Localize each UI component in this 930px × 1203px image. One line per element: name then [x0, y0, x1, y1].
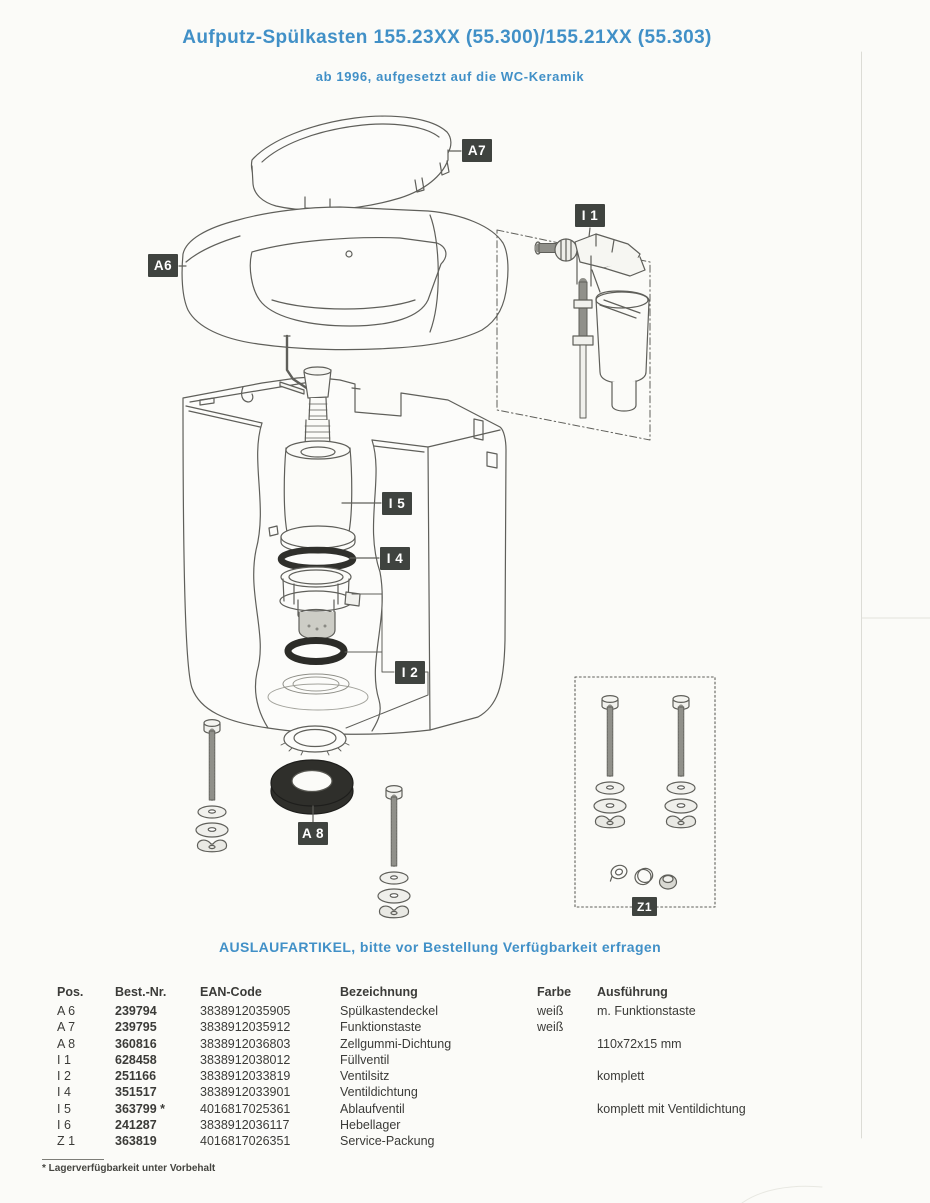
table-cell-farbe: weiß [537, 1020, 564, 1035]
page-title: Aufputz-Spülkasten 155.23XX (55.300)/155.21XX (55.303) [182, 27, 712, 48]
table-cell-farbe: weiß [537, 1004, 564, 1018]
table-cell-ean: 3838912035912 [200, 1020, 291, 1035]
table-cell-farbe [537, 1036, 597, 1052]
table-header-cell: Pos. [57, 985, 84, 999]
fill-valve-i1 [497, 228, 650, 440]
table-cell-ausfuehrung: 110x72x15 mm [597, 1036, 682, 1051]
lid-a7 [251, 116, 450, 210]
table-cell-farbe [537, 1068, 597, 1084]
footnote-rule [42, 1159, 104, 1160]
table-header-cell: Bezeichnung [340, 985, 418, 999]
table-cell-pos: A 8 [57, 1036, 76, 1051]
table-cell-bezeichnung: Zellgummi-Dichtung [340, 1036, 452, 1051]
cover-a6 [182, 207, 508, 350]
part-label-i2: I 2 [395, 661, 425, 684]
table-cell-bestnr: 251166 [115, 1069, 157, 1084]
table-header-cell: Best.-Nr. [115, 985, 167, 999]
page-subtitle: ab 1996, aufgesetzt auf die WC-Keramik [315, 69, 585, 84]
table-cell-pos: I 6 [57, 1118, 71, 1133]
table-cell-pos: I 2 [57, 1069, 71, 1084]
table-cell-pos: A 7 [57, 1020, 76, 1035]
table-cell-ean: 3838912033819 [200, 1069, 291, 1084]
part-label-z1: Z1 [632, 897, 657, 916]
table-cell-bezeichnung: Hebellager [340, 1118, 401, 1133]
table-cell-farbe [537, 1117, 597, 1133]
table-cell-bezeichnung: Ventilsitz [340, 1069, 390, 1084]
table-cell-ean: 3838912036803 [200, 1036, 291, 1051]
table-cell-ausfuehrung: komplett [597, 1069, 645, 1084]
table-cell-ausfuehrung [597, 1052, 820, 1068]
table-cell-ausfuehrung [597, 1084, 820, 1100]
table-cell-bezeichnung: Service-Packung [340, 1134, 435, 1149]
collar-nut [281, 726, 349, 755]
table-cell-ausfuehrung: m. Funktionstaste [597, 1004, 696, 1018]
table-cell-ean: 3838912036117 [200, 1118, 290, 1133]
table-cell-pos: Z 1 [57, 1134, 76, 1149]
parts-table [57, 1003, 820, 1150]
bolt-set-left [196, 720, 228, 852]
table-cell-ausfuehrung [597, 1019, 820, 1035]
table-header-cell: EAN-Code [200, 985, 262, 999]
table-cell-ean: 4016817025361 [200, 1101, 291, 1116]
table-cell-bezeichnung: Ventildichtung [340, 1085, 418, 1100]
table-cell-bezeichnung: Spülkastendeckel [340, 1004, 438, 1018]
table-cell-bestnr: 363799 * [115, 1101, 166, 1116]
table-cell-bestnr: 363819 [115, 1134, 157, 1149]
table-cell-pos: I 5 [57, 1101, 71, 1116]
bolt-set-right [378, 786, 410, 918]
table-cell-bestnr: 239795 [115, 1020, 157, 1035]
part-label-i1: I 1 [575, 204, 605, 227]
table-header-cell: Ausführung [597, 985, 668, 999]
table-cell-bestnr: 241287 [115, 1118, 157, 1133]
table-cell-ean: 3838912038012 [200, 1052, 291, 1067]
table-cell-bestnr: 239794 [115, 1004, 157, 1018]
table-cell-ausfuehrung [597, 1117, 820, 1133]
table-cell-bezeichnung: Funktionstaste [340, 1020, 422, 1035]
table-cell-pos: I 1 [57, 1052, 71, 1067]
table-cell-ausfuehrung: komplett mit Ventildichtung [597, 1101, 746, 1116]
table-header-cell: Farbe [537, 985, 572, 999]
discontinued-notice: AUSLAUFARTIKEL, bitte vor Bestellung Verfügbarkeit erfragen [218, 939, 662, 955]
table-cell-ean: 3838912035905 [200, 1004, 291, 1018]
table-cell-pos: I 4 [57, 1085, 71, 1100]
part-label-a6: A6 [148, 254, 178, 277]
table-cell-bezeichnung: Ablaufventil [340, 1101, 405, 1116]
part-label-i5: I 5 [382, 492, 412, 515]
part-label-a8: A 8 [298, 822, 328, 845]
table-cell-pos: A 6 [57, 1004, 76, 1018]
table-cell-bestnr: 351517 [115, 1085, 157, 1100]
table-cell-farbe [537, 1084, 597, 1100]
table-cell-ean: 4016817026351 [200, 1134, 291, 1149]
table-cell-ean: 3838912033901 [200, 1085, 291, 1100]
table-cell-bezeichnung: Füllventil [340, 1052, 390, 1067]
part-label-a7: A7 [462, 139, 492, 162]
table-cell-farbe [537, 1052, 597, 1068]
service-pack-z1 [575, 677, 715, 907]
table-cell-bestnr: 360816 [115, 1036, 157, 1051]
footnote: * Lagerverfügbarkeit unter Vorbehalt [42, 1163, 216, 1174]
table-cell-ausfuehrung [597, 1133, 820, 1149]
table-cell-farbe [537, 1133, 597, 1149]
foam-gasket-a8 [271, 760, 353, 814]
table-cell-farbe [537, 1101, 597, 1117]
part-label-i4: I 4 [380, 547, 410, 570]
table-cell-bestnr: 628458 [115, 1052, 157, 1067]
parts-table-header [57, 984, 820, 1000]
